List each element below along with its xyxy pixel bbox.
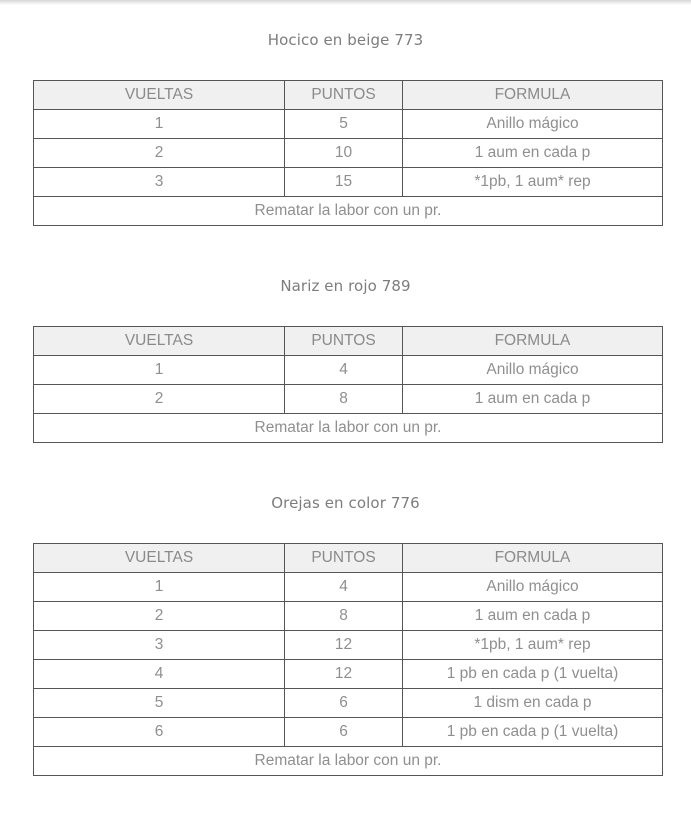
cell-puntos: 10: [285, 139, 403, 168]
cell-vuelta: 2: [34, 385, 285, 414]
header-formula: FORMULA: [403, 81, 663, 110]
header-puntos: PUNTOS: [285, 544, 403, 573]
table-row: [34, 573, 663, 602]
cell-vuelta: 1: [34, 573, 285, 602]
table-row: [34, 631, 663, 660]
cell-formula: 1 aum en cada p: [403, 385, 663, 414]
table-header-row: [34, 81, 663, 110]
cell-puntos: 4: [285, 356, 403, 385]
table-row: [34, 110, 663, 139]
table-header-row: [34, 327, 663, 356]
table-row: [34, 385, 663, 414]
cell-puntos: 8: [285, 385, 403, 414]
footer-note: Rematar la labor con un pr.: [34, 197, 663, 226]
cell-formula: Anillo mágico: [403, 573, 663, 602]
header-puntos: PUNTOS: [285, 327, 403, 356]
header-formula: FORMULA: [403, 327, 663, 356]
table-row: [34, 602, 663, 631]
table-hocico: [33, 80, 663, 226]
cell-vuelta: 3: [34, 631, 285, 660]
table-row: [34, 718, 663, 747]
footer-note: Rematar la labor con un pr.: [34, 414, 663, 443]
header-vueltas: VUELTAS: [34, 544, 285, 573]
cell-formula: 1 aum en cada p: [403, 602, 663, 631]
cell-puntos: 4: [285, 573, 403, 602]
cell-vuelta: 2: [34, 139, 285, 168]
table-row: [34, 660, 663, 689]
cell-formula: *1pb, 1 aum* rep: [403, 168, 663, 197]
top-edge-shadow: [0, 0, 691, 5]
cell-vuelta: 1: [34, 356, 285, 385]
cell-vuelta: 4: [34, 660, 285, 689]
cell-puntos: 8: [285, 602, 403, 631]
cell-vuelta: 2: [34, 602, 285, 631]
footer-note: Rematar la labor con un pr.: [34, 747, 663, 776]
cell-formula: 1 aum en cada p: [403, 139, 663, 168]
table-row: [34, 168, 663, 197]
cell-vuelta: 3: [34, 168, 285, 197]
table-orejas: [33, 543, 663, 776]
cell-puntos: 12: [285, 631, 403, 660]
table-row: [34, 356, 663, 385]
table-row: [34, 139, 663, 168]
cell-puntos: 6: [285, 689, 403, 718]
cell-formula: 1 pb en cada p (1 vuelta): [403, 660, 663, 689]
header-formula: FORMULA: [403, 544, 663, 573]
table-footer-row: [34, 197, 663, 226]
cell-puntos: 12: [285, 660, 403, 689]
cell-formula: 1 pb en cada p (1 vuelta): [403, 718, 663, 747]
section-title-nariz: Nariz en rojo 789: [280, 277, 411, 295]
cell-vuelta: 6: [34, 718, 285, 747]
header-vueltas: VUELTAS: [34, 327, 285, 356]
cell-puntos: 6: [285, 718, 403, 747]
cell-puntos: 15: [285, 168, 403, 197]
cell-formula: Anillo mágico: [403, 110, 663, 139]
table-footer-row: [34, 747, 663, 776]
header-puntos: PUNTOS: [285, 81, 403, 110]
table-footer-row: [34, 414, 663, 443]
header-vueltas: VUELTAS: [34, 81, 285, 110]
cell-formula: Anillo mágico: [403, 356, 663, 385]
cell-vuelta: 1: [34, 110, 285, 139]
section-title-orejas: Orejas en color 776: [271, 494, 420, 512]
table-row: [34, 689, 663, 718]
cell-puntos: 5: [285, 110, 403, 139]
cell-formula: *1pb, 1 aum* rep: [403, 631, 663, 660]
table-header-row: [34, 544, 663, 573]
section-title-hocico: Hocico en beige 773: [267, 31, 424, 49]
table-nariz: [33, 326, 663, 443]
cell-vuelta: 5: [34, 689, 285, 718]
cell-formula: 1 dism en cada p: [403, 689, 663, 718]
